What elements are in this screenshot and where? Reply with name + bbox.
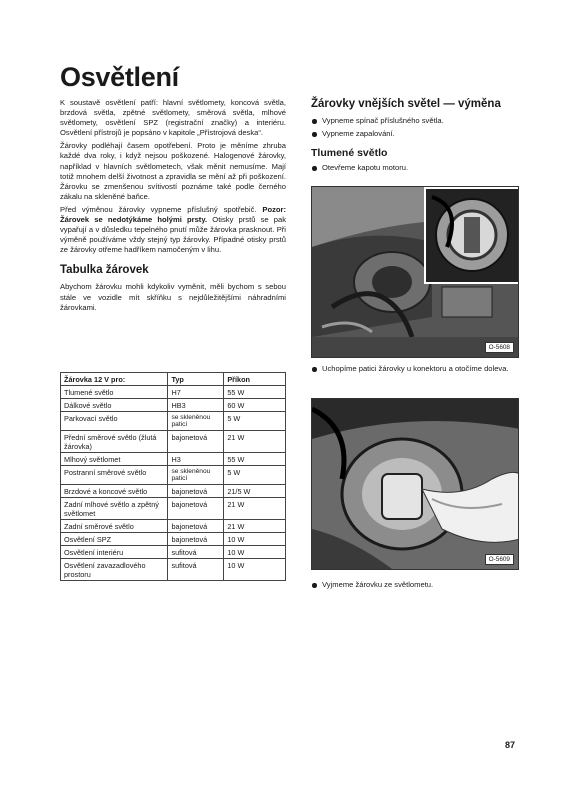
table-row [61,399,286,412]
table-cell: 21 W [224,498,286,520]
bulb-removal-illustration [312,399,519,570]
table-cell: 21 W [224,520,286,533]
table-cell: bajonetová [168,498,224,520]
table-cell: H3 [168,453,224,466]
table-cell: Osvětlení zavazadlového prostoru [61,559,168,581]
table-row [61,453,286,466]
table-cell: 55 W [224,453,286,466]
table-row [61,533,286,546]
table-row [61,386,286,399]
list-item: Vypneme zapalování. [311,129,519,139]
grab-step-list [311,364,519,377]
warning-text-a: Před výměnou žárovky vypneme příslušný spotřebič. [60,204,257,214]
page-title: Osvětlení [60,62,179,92]
table-cell: sufitová [168,546,224,559]
table-cell: Dálkové světlo [61,399,168,412]
table-cell: 10 W [224,546,286,559]
list-item: Vyjmeme žárovku ze světlometu. [311,580,519,590]
warning-paragraph [60,205,286,255]
table-cell: Zadní směrové světlo [61,520,168,533]
table-cell: bajonetová [168,431,224,453]
table-cell: Přední směrové světlo (žlutá žárovka) [61,431,168,453]
section-heading-bulb-replacement: Žárovky vnějších světel — výměna [311,98,501,110]
table-cell: se skleněnou paticí [168,412,224,431]
table-header: Příkon [224,373,286,386]
general-steps-list [311,116,519,139]
warning-text-b: Otisky prstů se pak vypařují a v důsledku tepelného pnutí může žárovka prasknout. Při výměně používáme vždy stejný typ žárovky. Případné otisky prstů ze žárovky otřeme hadříkem namočeným v lihu. [60,215,286,255]
table-cell: 55 W [224,386,286,399]
table-row [61,546,286,559]
photo-label-2: O-5609 [485,554,514,565]
photo-label-1: O-5608 [485,342,514,353]
left-column [60,98,286,316]
table-cell: Osvětlení interiéru [61,546,168,559]
table-cell: 5 W [224,466,286,485]
list-item: Uchopíme patici žárovky u konektoru a otočíme doleva. [311,364,519,374]
bulb-table [60,372,286,581]
table-cell: Postranní směrové světlo [61,466,168,485]
list-item: Vypneme spínač příslušného světla. [311,116,519,126]
table-cell: 10 W [224,533,286,546]
table-cell: Brzdové a koncové světlo [61,485,168,498]
table-cell: bajonetová [168,533,224,546]
list-item: Otevřeme kapotu motoru. [311,163,519,173]
subheading-low-beam: Tlumené světlo [311,147,388,160]
table-intro: Abychom žárovku mohli kdykoliv vyměnit, měli bychom s sebou stále ve vozidle mít skříňku s nejdůležitějšími náhradními žárovkami. [60,282,286,312]
table-row [61,498,286,520]
table-cell: Mlhový světlomet [61,453,168,466]
table-cell: 5 W [224,412,286,431]
table-cell: se skleněnou paticí [168,466,224,485]
table-row [61,559,286,581]
table-row [61,412,286,431]
warning-bold: Pozor: Žárovek se nedotýkáme holými prsty. [60,204,286,225]
low-beam-steps-list [311,163,519,173]
table-cell: Osvětlení SPZ [61,533,168,546]
intro-paragraph-1: K soustavě osvětlení patří: hlavní světlomety, koncová světla, brzdová světla, zpětné světlomety, směrová světla, mlhové světlomety, osvětlení SPZ (registrační značky) a interiéru. Osvětlení přístrojů je popsáno v kapitole „Přístrojová deska“. [60,98,286,138]
table-header: Žárovka 12 V pro: [61,373,168,386]
table-cell: 21 W [224,431,286,453]
table-cell: H7 [168,386,224,399]
table-cell: 60 W [224,399,286,412]
table-cell: bajonetová [168,485,224,498]
engine-bay-photo [311,186,519,358]
remove-step-list [311,580,519,593]
table-cell: Zadní mlhové světlo a zpětný světlomet [61,498,168,520]
table-cell: Parkovací světlo [61,412,168,431]
table-row [61,431,286,453]
table-row [61,485,286,498]
table-cell: 21/5 W [224,485,286,498]
table-cell: sufitová [168,559,224,581]
table-cell: HB3 [168,399,224,412]
intro-paragraph-2: Žárovky podléhají časem opotřebení. Proto je měníme zhruba každé dva roky, i když nejsou poškozené. Halogenové žárovky, například v hlavních světlometech, však měnit nemusíme. Mají totiž mnohem delší životnost a zpravidla se mění až při poškození. Žárovku se zmenšenou svítivostí poznáme také podle černého zákalu na skleněné baňce. [60,141,286,201]
right-column [311,98,519,177]
bulb-removal-photo [311,398,519,570]
table-row [61,466,286,485]
page-number: 87 [505,740,516,750]
table-cell: bajonetová [168,520,224,533]
table-heading: Tabulka žárovek [60,264,149,277]
table-header: Typ [168,373,224,386]
table-row [61,520,286,533]
table-cell: Tlumené světlo [61,386,168,399]
engine-bay-illustration [312,187,519,358]
table-header-row [61,373,286,386]
table-cell: 10 W [224,559,286,581]
